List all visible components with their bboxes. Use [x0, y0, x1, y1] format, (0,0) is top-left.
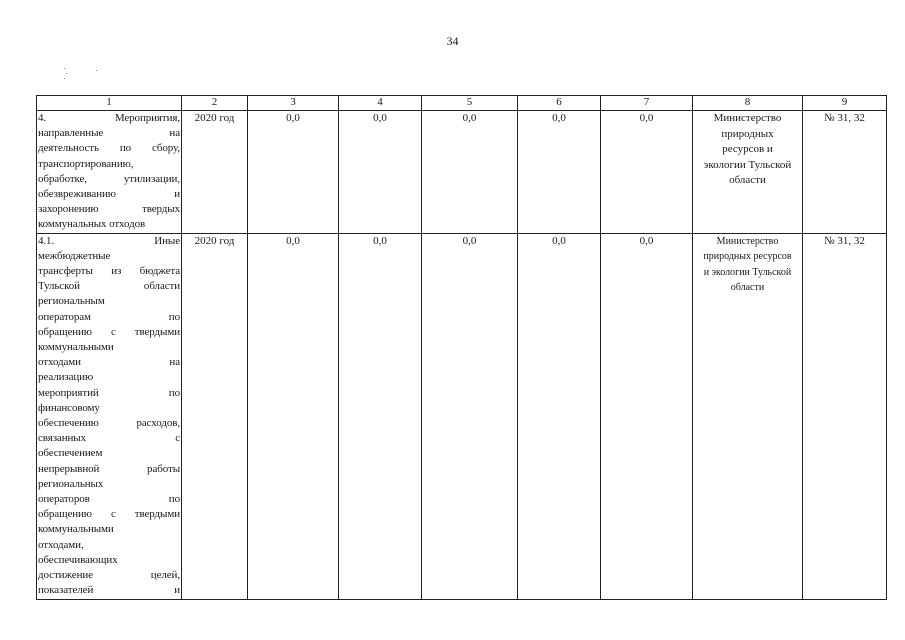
organization-line: области — [730, 282, 765, 294]
scan-speck — [64, 68, 65, 69]
reference-cell: № 31, 32 — [803, 111, 887, 234]
organization-line: Министерство — [716, 235, 779, 247]
value-cell: 0,0 — [518, 111, 601, 234]
description-line: коммунальных отходов — [38, 218, 146, 231]
description-line: реализацию — [38, 371, 94, 384]
value-cell: 0,0 — [601, 111, 693, 234]
description-line: показателей и — [38, 584, 180, 597]
description-line: трансферты из бюджета — [38, 265, 180, 278]
description-line: обеспечением — [38, 447, 103, 460]
description-line: финансовому — [38, 401, 100, 414]
header-cell: 9 — [803, 96, 887, 111]
description-line: коммунальными — [38, 523, 114, 536]
description-line: деятельность по сбору, — [38, 142, 180, 155]
description-line: коммунальными — [38, 341, 114, 354]
organization-line: области — [729, 174, 766, 186]
description-line: связанных с — [38, 432, 180, 445]
description-line: транспортированию, — [38, 157, 134, 170]
scan-speck — [96, 70, 97, 71]
responsible-organization — [693, 111, 803, 234]
measure-description — [37, 233, 182, 599]
header-cell: 1 — [37, 96, 182, 111]
organization-line: экологии Тульской — [703, 158, 792, 171]
description-line: Тульской области — [38, 280, 180, 293]
organization-line: природных ресурсов — [703, 251, 792, 263]
reference-cell: № 31, 32 — [803, 233, 887, 599]
description-line: обеспечению расходов, — [38, 417, 180, 430]
description-line: региональных — [38, 477, 104, 490]
header-cell: 2 — [182, 96, 248, 111]
description-line: отходами, — [38, 538, 84, 551]
description-line: обработке, утилизации, — [38, 172, 180, 185]
description-line: операторам по — [38, 310, 180, 323]
value-cell: 0,0 — [248, 233, 339, 599]
organization-line: природных — [721, 127, 774, 140]
header-row — [37, 96, 887, 111]
value-cell: 0,0 — [339, 111, 422, 234]
header-cell: 5 — [422, 96, 518, 111]
header-cell: 4 — [339, 96, 422, 111]
header-cell: 7 — [601, 96, 693, 111]
description-line: отходами на — [38, 356, 180, 369]
description-line: достижение целей, — [38, 569, 180, 582]
header-cell: 3 — [248, 96, 339, 111]
description-line: обращению с твердыми — [38, 325, 180, 338]
header-cell: 8 — [693, 96, 803, 111]
value-cell: 0,0 — [422, 233, 518, 599]
value-cell: 0,0 — [422, 111, 518, 234]
organization-line: и экологии Тульской — [703, 266, 792, 278]
organization-line: Министерство — [713, 112, 782, 124]
description-line: обезвреживанию и — [38, 188, 180, 201]
value-cell: 0,0 — [601, 233, 693, 599]
table-row — [37, 233, 887, 599]
page-number: 34 — [446, 34, 459, 48]
responsible-organization — [693, 233, 803, 599]
description-line: 4. Мероприятия, — [38, 112, 180, 124]
description-line: операторов по — [38, 493, 180, 506]
description-line: межбюджетные — [38, 249, 111, 262]
organization-line: ресурсов и — [722, 143, 773, 155]
measures-table — [36, 95, 887, 600]
header-cell: 6 — [518, 96, 601, 111]
description-line: непрерывной работы — [38, 462, 180, 475]
value-cell: 0,0 — [518, 233, 601, 599]
scan-speck — [66, 73, 67, 74]
description-line: 4.1. Иные — [38, 234, 180, 247]
year-cell: 2020 год — [182, 233, 248, 599]
description-line: направленные на — [38, 127, 180, 140]
value-cell: 0,0 — [248, 111, 339, 234]
value-cell: 0,0 — [339, 233, 422, 599]
description-line: мероприятий по — [38, 386, 180, 399]
description-line: обращению с твердыми — [38, 508, 180, 521]
measure-description — [37, 111, 182, 234]
description-line: обеспечивающих — [38, 553, 118, 566]
scan-speck — [64, 78, 65, 79]
year-cell: 2020 год — [182, 111, 248, 234]
description-line: региональным — [38, 295, 105, 308]
description-line: захоронению твердых — [38, 203, 180, 216]
table-row — [37, 111, 887, 234]
